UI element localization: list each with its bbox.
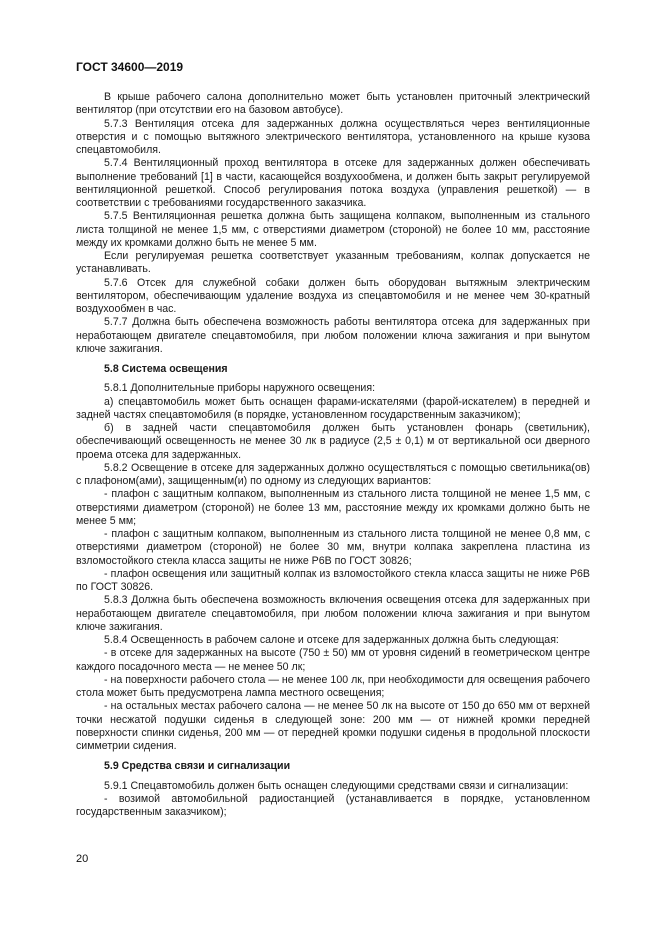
section-heading: 5.9 Средства связи и сигнализации bbox=[104, 760, 291, 773]
list-item: - плафон с защитным колпаком, выполненным из стального листа толщиной не менее 1,5 мм, с отверстиями диаметром (стороной) не более 13 мм, расстояние между их кромками должно быть не менее 5 мм; bbox=[76, 488, 590, 527]
list-item: - возимой автомобильной радиостанцией (устанавливается в порядке, установленном государственным заказчиком); bbox=[76, 792, 590, 818]
paragraph: 5.7.5 Вентиляционная решетка должна быть защищена колпаком, выполненным из стального листа толщиной не менее 1,5 мм, с отверстиями диаметром (стороной) не более 10 мм, расстояние между их кромками должно быть не менее 5 мм. bbox=[76, 210, 590, 249]
paragraph: а) спецавтомобиль может быть оснащен фарами-искателями (фарой-искателем) в передней и задней частях спецавтомобиля (в порядке, установленном государственным заказчиком); bbox=[76, 395, 590, 421]
document-header: ГОСТ 34600—2019 bbox=[76, 60, 184, 74]
list-item: - в отсеке для задержанных на высоте (750 ± 50) мм от уровня сидений в геометрическом центре каждого посадочного места — не менее 50 лк; bbox=[76, 647, 590, 673]
page-number: 20 bbox=[76, 853, 89, 865]
section-heading: 5.8 Система освещения bbox=[104, 363, 228, 375]
paragraph: 5.8.3 Должна быть обеспечена возможность включения освещения отсека для задержанных при неработающем двигателе спецавтомобиля, при любом положении ключа зажигания и при вынутом ключе зажигания. bbox=[76, 594, 590, 633]
paragraph: 5.8.2 Освещение в отсеке для задержанных должно осуществляться с помощью светильника(ов) с плафоном(ами), защищенным(и) по одному из следующих вариантов: bbox=[76, 461, 590, 487]
paragraph: 5.8.1 Дополнительные приборы наружного освещения: bbox=[104, 382, 376, 395]
list-item: - плафон с защитным колпаком, выполненным из стального листа толщиной не менее 0,8 мм, с отверстиями диаметром (стороной) не более 30 мм, внутри колпака закреплена пластина из взломостойкого стекла класса защиты не ниже Р6В по ГОСТ 30826; bbox=[76, 528, 590, 567]
paragraph: 5.7.3 Вентиляция отсека для задержанных должна осуществляться через вентиляционные отверстия и с помощью вытяжного электрического вентилятора, установленного на крыше кузова спецавтомобиля. bbox=[76, 117, 590, 156]
list-item: - на остальных местах рабочего салона — не менее 50 лк на высоте от 150 до 650 мм от верхней точки несжатой подушки сиденья в следующей зоне: 200 мм — от нижней кромки передней поверхности спинки сиденья, 200 мм — от передней кромки подушки сиденья в продольной плоскости симметрии сидения. bbox=[76, 700, 590, 752]
paragraph: 5.7.4 Вентиляционный проход вентилятора в отсеке для задержанных должен обеспечивать выполнение требований [1] в части, касающейся воздухообмена, и должен быть закрыт регулируемой вентиляционной решеткой. Способ регулирования потока воздуха (управления решеткой) — в соответствии с требованиями государственного заказчика. bbox=[76, 157, 590, 209]
paragraph: 5.8.4 Освещенность в рабочем салоне и отсеке для задержанных должна быть следующая: bbox=[104, 634, 559, 646]
list-item: - плафон освещения или защитный колпак из взломостойкого стекла класса защиты не ниже Р6В по ГОСТ 30826. bbox=[76, 567, 590, 593]
list-item: - на поверхности рабочего стола — не менее 100 лк, при необходимости для освещения рабочего стола может быть предусмотрена лампа местного освещения; bbox=[76, 673, 590, 699]
paragraph: б) в задней части спецавтомобиля должен быть установлен фонарь (светильник), обеспечивающий освещенность не менее 30 лк в радиусе (2,5 ± 0,1) м от вертикальной оси дверного проема отсека для задержанных. bbox=[76, 422, 590, 461]
paragraph: 5.7.6 Отсек для служебной собаки должен быть оборудован вытяжным электрическим вентилятором, обеспечивающим удаление воздуха из спецавтомобиля и не менее чем 30-кратный воздухообмен в час. bbox=[76, 276, 590, 315]
paragraph: 5.7.7 Должна быть обеспечена возможность работы вентилятора отсека для задержанных при неработающем двигателе спецавтомобиля, при любом положении ключа зажигания и при вынутом ключе зажигания. bbox=[76, 316, 590, 355]
paragraph: 5.9.1 Спецавтомобиль должен быть оснащен следующими средствами связи и сигнализации: bbox=[104, 779, 569, 792]
document-body bbox=[76, 91, 590, 819]
paragraph: В крыше рабочего салона дополнительно может быть установлен приточный электрический вентилятор (при отсутствии его на базовом автобусе). bbox=[76, 91, 590, 117]
paragraph: Если регулируемая решетка соответствует указанным требованиям, колпак допускается не устанавливать. bbox=[76, 250, 590, 276]
